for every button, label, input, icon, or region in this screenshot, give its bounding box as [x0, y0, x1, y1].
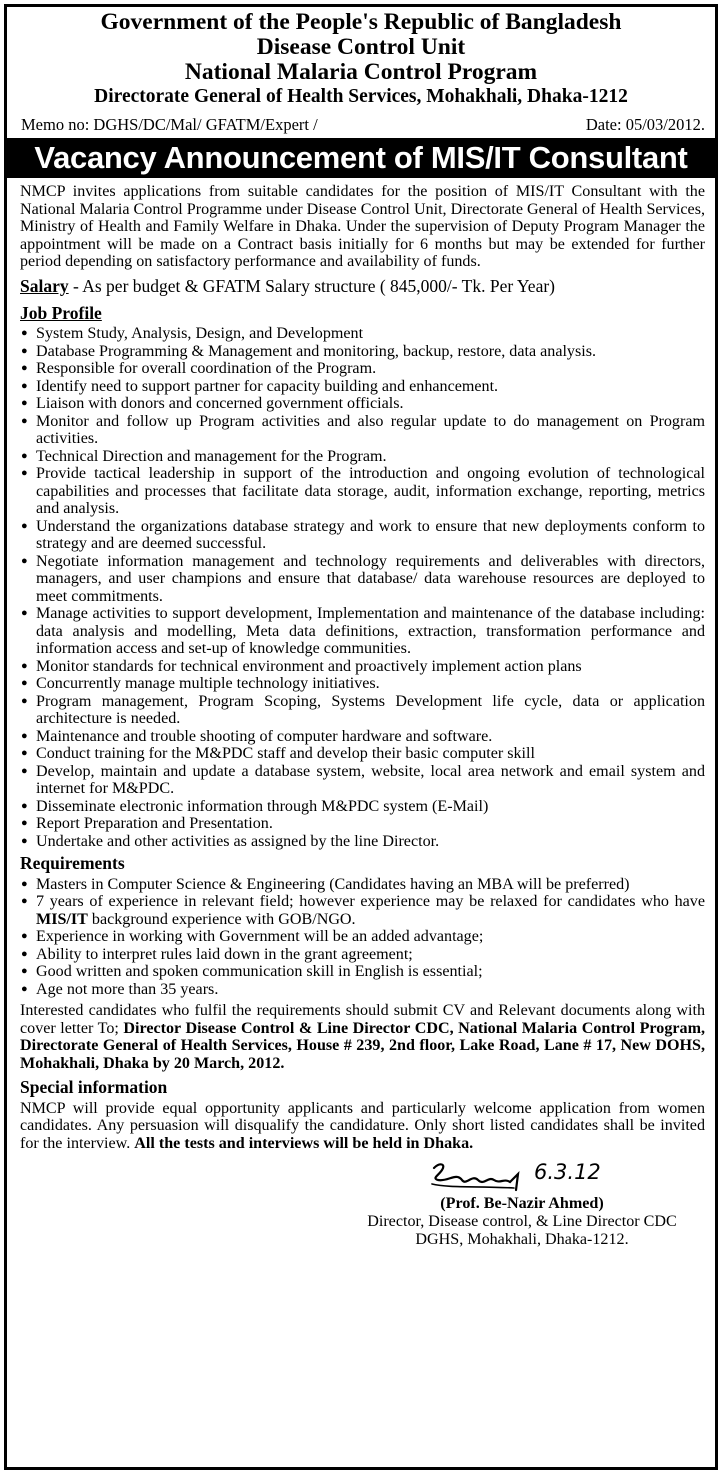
list-item: ● Program management, Program Scoping, Systems Development life cycle, data or application architecture is needed.	[20, 693, 705, 728]
header	[7, 10, 715, 109]
application-address: Director Disease Control & Line Director CDC, National Malaria Control Program, Directorate General of Health Services, House # 239, 2nd floor, Lake Road, Lane # 17, New DOHS, Mohakhali, Dhaka by 20 March, 2012.	[20, 1019, 706, 1072]
list-item: ● Good written and spoken communication skill in English is essential;	[20, 963, 705, 981]
memo-date: Date: 05/03/2012.	[585, 115, 705, 134]
list-item: ● Responsible for overall coordination of the Program.	[20, 360, 705, 378]
list-item: ● Conduct training for the M&PDC staff and develop their basic computer skill	[20, 745, 705, 763]
list-item: ● System Study, Analysis, Design, and Development	[20, 325, 705, 343]
special-information-heading: Special information	[20, 1077, 168, 1097]
list-item: ● Liaison with donors and concerned government officials.	[20, 395, 705, 413]
list-item: ● Monitor and follow up Program activities and also regular update to do management on Program activities.	[20, 413, 705, 448]
salary-text: - As per budget & GFATM Salary structure ( 845,000/- Tk. Per Year)	[68, 275, 555, 296]
list-item	[20, 893, 705, 928]
header-government: Government of the People's Republic of Bangladesh	[100, 9, 622, 35]
intro-paragraph: NMCP invites applications from suitable candidates for the position of MIS/IT Consultant with the National Malaria Control Programme under Disease Control Unit, Directorate General of Health Services, Ministry of Health and Family Welfare in Dhaka. Under the supervision of Deputy Program Manager the appointment will be made on a Contract basis initially for 6 months but may be extended for further period depending on satisfactory performance and availability of funds.	[20, 183, 705, 270]
job-profile-heading: Job Profile	[20, 302, 102, 323]
handwritten-signature	[428, 1158, 528, 1194]
requirements-list	[20, 876, 705, 999]
salary-label: Salary	[20, 275, 69, 296]
content	[7, 178, 715, 1253]
list-item: ● Experience in working with Government will be an added advantage;	[20, 928, 705, 946]
salary-line	[20, 275, 705, 300]
special-information-paragraph	[20, 1100, 705, 1153]
list-item: ● Ability to interpret rules laid down in the grant agreement;	[20, 946, 705, 964]
header-program: National Malaria Control Program	[184, 59, 538, 85]
special-text: NMCP will provide equal opportunity applicants and particularly welcome application from women candidates. Any persuasion will disqualify the candidature. Only short listed candidates shall be invited for the interview.	[20, 1099, 705, 1152]
memo-number: Memo no: DGHS/DC/Mal/ GFATM/Expert /	[21, 115, 318, 134]
signatory-name: (Prof. Be-Nazir Ahmed)	[440, 1195, 604, 1212]
header-directorate: Directorate General of Health Services, Mohakhali, Dhaka-1212	[94, 86, 628, 107]
list-item: ● Disseminate electronic information through M&PDC system (E-Mail)	[20, 798, 705, 816]
list-item: ● Maintenance and trouble shooting of computer hardware and software.	[20, 728, 705, 746]
list-item: ● Concurrently manage multiple technology initiatives.	[20, 675, 705, 693]
header-unit: Disease Control Unit	[256, 34, 466, 60]
list-item: ● Identify need to support partner for capacity building and enhancement.	[20, 378, 705, 396]
list-item: ● Age not more than 35 years.	[20, 981, 705, 999]
job-profile-list	[20, 325, 705, 850]
signature-date: 6.3.12	[534, 1160, 601, 1184]
list-item: ● Masters in Computer Science & Engineering (Candidates having an MBA will be preferred)	[20, 876, 705, 894]
list-item: ● Provide tactical leadership in support of the introduction and ongoing evolution of technological capabilities and processes that facilitate data storage, audit, information exchange, reporting, metrics and analysis.	[20, 465, 705, 518]
requirement-text: 7 years of experience in relevant field; however experience may be relaxed for candidates who have	[36, 893, 705, 910]
list-item: ● Report Preparation and Presentation.	[20, 815, 705, 833]
memo-line	[7, 109, 715, 135]
list-item: ● Monitor standards for technical environment and proactively implement action plans	[20, 658, 705, 676]
list-item: ● Technical Direction and management for the Program.	[20, 448, 705, 466]
requirement-mis-it: MIS/IT	[36, 910, 88, 928]
requirement-text: background experience with GOB/NGO.	[87, 910, 356, 928]
signatory-title: Director, Disease control, & Line Director CDC	[367, 1213, 677, 1230]
application-paragraph	[20, 1002, 705, 1072]
list-item: ● Negotiate information management and technology requirements and deliverables with directors, managers, and user champions and ensure that database/ data warehouse resources are deployed to meet commitments.	[20, 553, 705, 606]
list-item: ● Develop, maintain and update a database system, website, local area network and email system and internet for M&PDC.	[20, 763, 705, 798]
signatory	[312, 1195, 722, 1249]
signature-block	[20, 1158, 705, 1253]
requirements-heading: Requirements	[20, 853, 125, 873]
list-item: ● Undertake and other activities as assigned by the line Director.	[20, 833, 705, 851]
advertisement-frame	[4, 4, 718, 1470]
special-bold: All the tests and interviews will be held in Dhaka.	[134, 1134, 474, 1152]
application-text: Interested candidates who fulfil the requirements should submit CV and Relevant documents along with cover letter To;	[20, 1002, 705, 1037]
signatory-address: DGHS, Mohakhali, Dhaka-1212.	[415, 1231, 629, 1248]
list-item: ● Manage activities to support development, Implementation and maintenance of the database including: data analysis and modelling, Meta data definitions, extraction, transformation performance and information access and set-up of knowledge communities.	[20, 605, 705, 658]
vacancy-title-banner: Vacancy Announcement of MIS/IT Consultant	[7, 138, 715, 178]
list-item: ● Understand the organizations database strategy and work to ensure that new deployments conform to strategy and are deemed successful.	[20, 518, 705, 553]
list-item: ● Database Programming & Management and monitoring, backup, restore, data analysis.	[20, 343, 705, 361]
